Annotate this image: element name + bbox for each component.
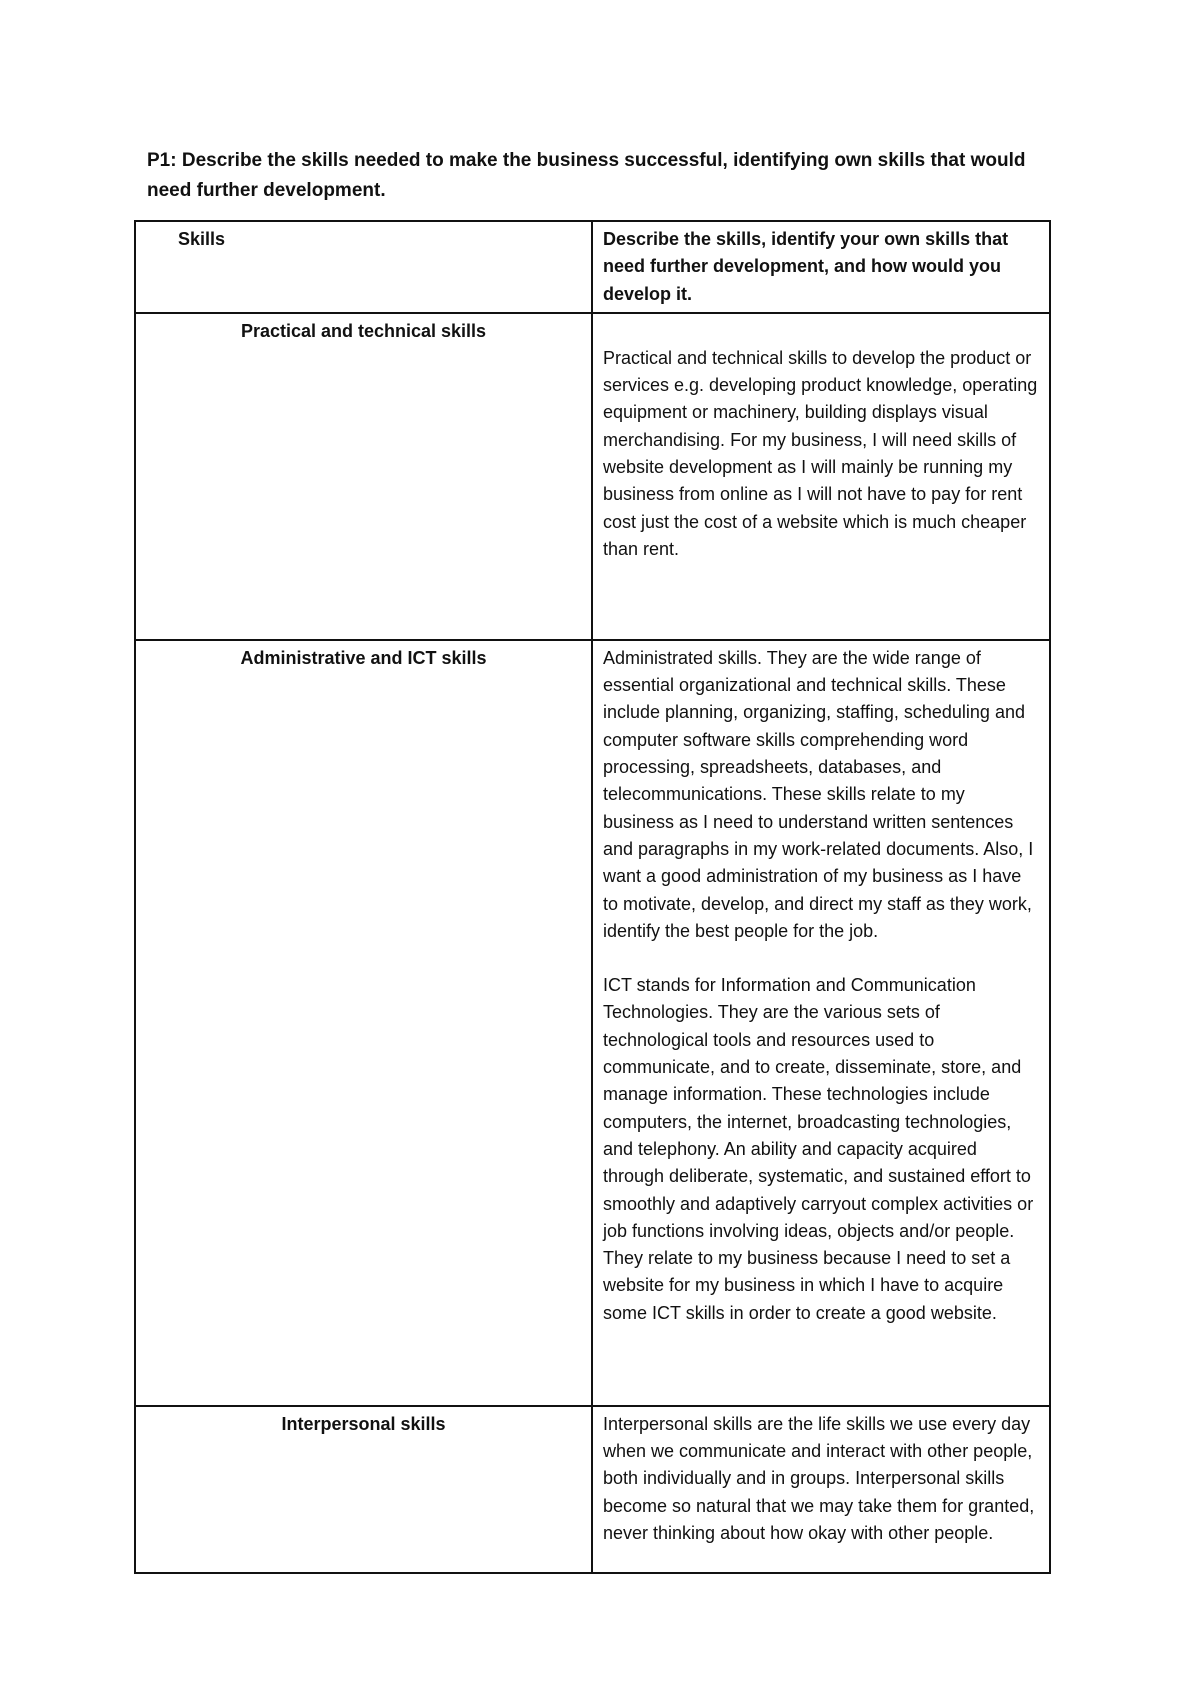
skill-description-cell [592,1406,1050,1573]
skill-name-cell: Administrative and ICT skills [135,640,592,1406]
description-paragraph: Practical and technical skills to develop the product or services e.g. developing product knowledge, operating equipment or machinery, building displays visual merchandising. For my business, I will need skills of website development as I will mainly be running my business from online as I will not have to pay for rent cost just the cost of a website which is much cheaper than rent. [603,347,1038,559]
description-paragraph: ICT stands for Information and Communication Technologies. They are the various sets of technological tools and resources used to communicate, and to create, disseminate, store, and manage information. These technologies include computers, the internet, broadcasting technologies, and telephony. An ability and capacity acquired through deliberate, systematic, and sustained effort to smoothly and adaptively carryout complex activities or job functions involving ideas, objects and/or people. They relate to my business because I need to set a website for my business in which I have to acquire some ICT skills in order to create a good website. [603,975,1034,1323]
skills-column-header: Skills [135,221,592,313]
assignment-heading: P1: Describe the skills needed to make the business successful, identifying own skills that would need further development. [147,150,1026,201]
description-paragraph: Interpersonal skills are the life skills we use every day when we communicate and interact with other people, both individually and in groups. Interpersonal skills become so natural that we may take them for granted, never thinking about how okay with other people. [603,1413,1035,1544]
skill-description-cell [592,640,1050,1406]
table-row [135,313,1050,640]
table-row [135,1406,1050,1573]
description-paragraph: Administrated skills. They are the wide range of essential organizational and technical skills. These include planning, organizing, staffing, scheduling and computer software skills comprehending word processing, spreadsheets, databases, and telecommunications. These skills relate to my business as I need to understand written sentences and paragraphs in my work-related documents. Also, I want a good administration of my business as I have to motivate, develop, and direct my staff as they work, identify the best people for the job. [603,647,1034,941]
skill-name-cell: Practical and technical skills [135,313,592,640]
table-header-row [135,221,1050,313]
description-column-header: Describe the skills, identify your own skills that need further development, and how would you develop it. [592,221,1050,313]
skill-name-cell: Interpersonal skills [135,1406,592,1573]
skills-table [134,220,1051,1574]
skill-description-cell [592,313,1050,640]
table-row [135,640,1050,1406]
